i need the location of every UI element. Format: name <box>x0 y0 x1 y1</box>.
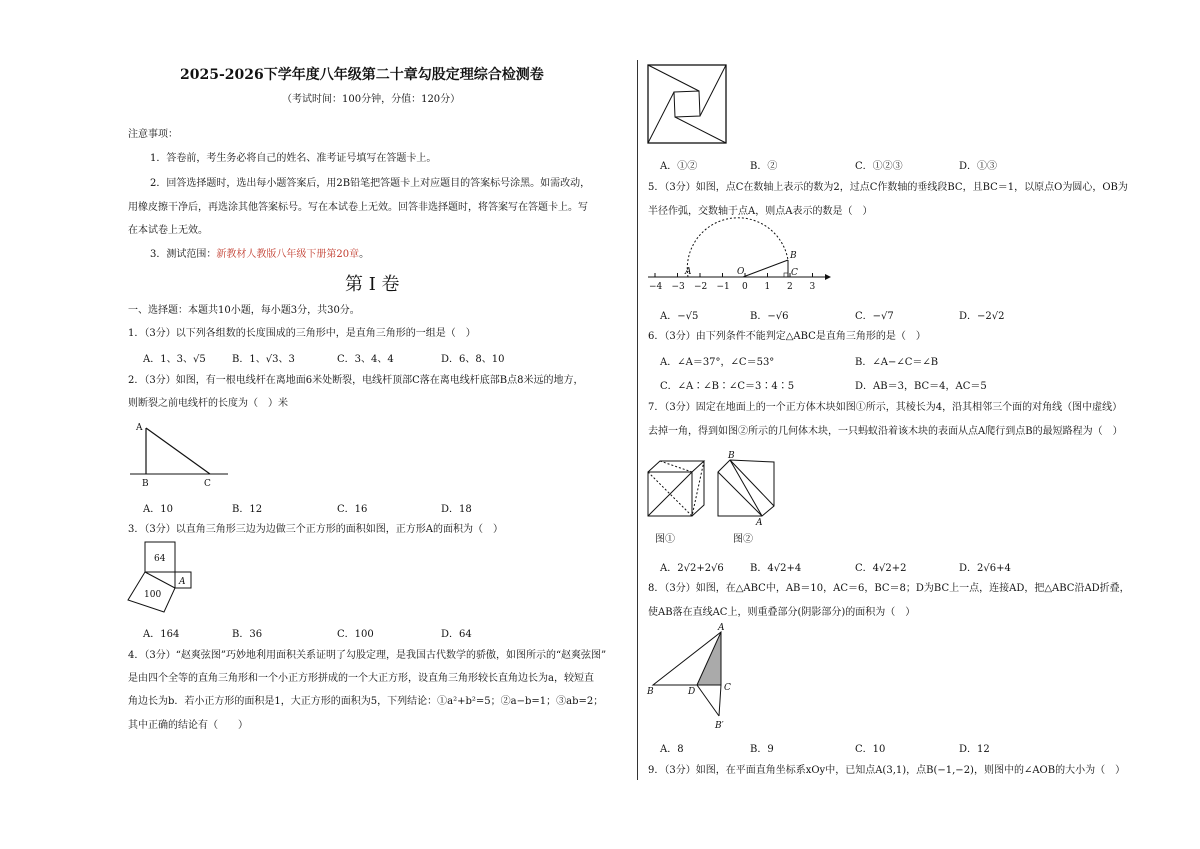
q3-label-100: 100 <box>144 590 162 600</box>
q8-option-a[interactable]: A．8 <box>660 744 684 755</box>
note-2a: 2．回答选择题时，选出每小题答案后，用2B铅笔把答题卡上对应题目的答案标号涂黑。如需改动， <box>150 178 591 189</box>
q4-option-a[interactable]: A．①② <box>660 161 698 172</box>
q2-label-b: B <box>142 479 149 489</box>
q5-figure <box>645 225 835 295</box>
q4-stem-4: 其中正确的结论有（ ） <box>128 720 248 731</box>
q8-label-a: A <box>718 623 725 633</box>
q6-option-d[interactable]: D．AB＝3，BC＝4，AC＝5 <box>855 381 987 392</box>
q2-figure <box>128 420 233 490</box>
q2-stem-1: 2．（3分）如图，有一根电线杆在离地面6米处断裂，电线杆顶部C落在离电线杆底部B点8米远的地方， <box>128 375 584 386</box>
q8-stem-2: 使AB落在直线AC上，则重叠部分(阴影部分)的面积为（ ） <box>648 607 916 618</box>
exam-subtitle: （考试时间：100分钟，分值：120分） <box>282 94 461 105</box>
q4-option-c[interactable]: C．①②③ <box>855 161 903 172</box>
q7-stem-1: 7．（3分）固定在地面上的一个正方体木块如图①所示，其棱长为4，沿其相邻三个面的对角线（图中虚线） <box>648 402 1123 413</box>
q8-option-d[interactable]: D．12 <box>959 744 990 755</box>
q6-option-c[interactable]: C．∠A∶∠B∶∠C＝3∶4∶5 <box>660 381 795 392</box>
q5-label-a: A <box>685 267 692 277</box>
q7-caption-1: 图① <box>655 534 675 545</box>
q8-label-c: C <box>724 683 731 693</box>
q5-tick-label: −3 <box>671 282 685 292</box>
q3-option-b[interactable]: B．36 <box>232 629 263 640</box>
q2-option-c[interactable]: C．16 <box>337 504 368 515</box>
q5-label-o: O <box>737 267 745 277</box>
q7-figure-2 <box>712 450 782 528</box>
q5-tick-label: 3 <box>809 282 816 292</box>
q5-tick-label: 0 <box>742 282 748 292</box>
q3-figure <box>126 540 196 615</box>
q3-stem: 3．（3分）以直角三角形三边为边做三个正方形的面积如图，正方形A的面积为（ ） <box>128 524 503 535</box>
q5-label-b: B <box>790 251 797 261</box>
q5-option-b[interactable]: B．−√6 <box>750 311 789 322</box>
q7-label-b: B <box>728 451 735 461</box>
test-range: 新教材人教版八年级下册第20章 <box>216 249 360 260</box>
q7-option-a[interactable]: A．2√2+2√6 <box>660 563 724 574</box>
q8-figure <box>645 622 740 732</box>
q7-stem-2: 去掉一角，得到如图②所示的几何体木块，一只蚂蚁沿着该木块的表面从点A爬行到点B的最短路程为（ ） <box>648 426 1123 437</box>
q8-option-b[interactable]: B．9 <box>750 744 774 755</box>
q5-option-c[interactable]: C．−√7 <box>855 311 894 322</box>
q2-option-a[interactable]: A．10 <box>143 504 173 515</box>
q8-stem-1: 8．（3分）如图，在△ABC中，AB＝10，AC＝6，BC＝8；D为BC上一点，连接AD，把△ABC沿AD折叠， <box>648 583 1130 594</box>
exam-title: 2025-2026下学年度八年级第二十章勾股定理综合检测卷 <box>180 67 544 83</box>
q4-figure <box>647 64 727 144</box>
q6-stem: 6．（3分）由下列条件不能判定△ABC是直角三角形的是（ ） <box>648 331 926 342</box>
q2-label-a: A <box>136 423 143 433</box>
q1-option-a[interactable]: A．1、3、√5 <box>143 354 206 365</box>
q7-option-d[interactable]: D．2√6+4 <box>959 563 1011 574</box>
q4-option-d[interactable]: D．①③ <box>959 161 998 172</box>
q5-stem-2: 半径作弧，交数轴于点A，则点A表示的数是（ ） <box>648 206 873 217</box>
q1-option-c[interactable]: C．3、4、4 <box>337 354 394 365</box>
note-1: 1．答卷前，考生务必将自己的姓名、准考证号填写在答题卡上。 <box>150 153 437 164</box>
q6-option-b[interactable]: B．∠A−∠C＝∠B <box>855 357 939 368</box>
q8-option-c[interactable]: C．10 <box>855 744 886 755</box>
q5-tick-label: 2 <box>787 282 793 292</box>
q2-option-b[interactable]: B．12 <box>232 504 263 515</box>
section-heading: 一、选择题：本题共10小题，每小题3分，共30分。 <box>128 305 360 316</box>
notes-heading: 注意事项： <box>128 129 178 140</box>
q7-option-b[interactable]: B．4√2+4 <box>750 563 802 574</box>
q8-label-b-prime: B′ <box>715 721 724 731</box>
q4-stem-1: 4．（3分）“赵爽弦图”巧妙地利用面积关系证明了勾股定理，是我国古代数学的骄傲，如图所示的“赵爽弦图” <box>128 650 607 661</box>
q9-stem: 9．（3分）如图，在平面直角坐标系xOy中，已知点A(3,1)，点B(−1,−2)，则图中的∠AOB的大小为（ ） <box>648 765 1126 776</box>
q5-option-d[interactable]: D．−2√2 <box>959 311 1005 322</box>
q3-option-a[interactable]: A．164 <box>143 629 180 640</box>
q4-stem-3: 角边长为b．若小正方形的面积是1，大正方形的面积为5，下列结论：①a²+b²=5；②a−b=1；③ab=2； <box>128 696 604 707</box>
q5-tick-label: −2 <box>694 282 708 292</box>
q1-option-b[interactable]: B．1、√3、3 <box>232 354 295 365</box>
q4-option-b[interactable]: B．② <box>750 161 778 172</box>
note-3 <box>150 248 369 262</box>
q5-stem-1: 5．（3分）如图，点C在数轴上表示的数为2，过点C作数轴的垂线段BC，且BC＝1，以原点O为圆心，OB为 <box>648 182 1128 193</box>
note-2c: 在本试卷上无效。 <box>128 225 208 236</box>
volume-heading: 第 I 卷 <box>345 274 400 295</box>
q1-stem: 1．（3分）以下列各组数的长度围成的三角形中，是直角三角形的一组是（ ） <box>128 328 476 339</box>
column-divider <box>637 60 638 780</box>
q5-tick-label: 1 <box>764 282 771 292</box>
note-3-suffix: 。 <box>359 249 370 260</box>
q8-label-d: D <box>688 687 696 697</box>
q7-option-c[interactable]: C．4√2+2 <box>855 563 907 574</box>
q8-label-b: B <box>647 687 654 697</box>
q3-label-a: A <box>179 577 186 587</box>
q2-label-c: C <box>204 479 211 489</box>
note-2b: 用橡皮擦干净后，再选涂其他答案标号。写在本试卷上无效。回答非选择题时，将答案写在答题卡上。写 <box>128 202 588 213</box>
q1-option-d[interactable]: D．6、8、10 <box>441 354 505 365</box>
q3-option-c[interactable]: C．100 <box>337 629 374 640</box>
q3-option-d[interactable]: D．64 <box>441 629 472 640</box>
q5-tick-label: −1 <box>716 282 730 292</box>
q7-figure-1 <box>646 458 708 520</box>
q7-label-a: A <box>756 518 763 528</box>
q5-label-c: C <box>791 268 798 278</box>
q3-label-64: 64 <box>154 554 166 564</box>
q2-stem-2: 则断裂之前电线杆的长度为（ ）米 <box>128 398 288 409</box>
q5-option-a[interactable]: A．−√5 <box>660 311 699 322</box>
note-3-prefix: 3．测试范围： <box>150 249 217 260</box>
q7-caption-2: 图② <box>733 534 753 545</box>
q6-option-a[interactable]: A．∠A＝37°，∠C＝53° <box>660 357 775 368</box>
q2-option-d[interactable]: D．18 <box>441 504 472 515</box>
q4-stem-2: 是由四个全等的直角三角形和一个小正方形拼成的一个大正方形，设直角三角形较长直角边长为a，较短直 <box>128 673 594 684</box>
q5-tick-label: −4 <box>649 282 663 292</box>
